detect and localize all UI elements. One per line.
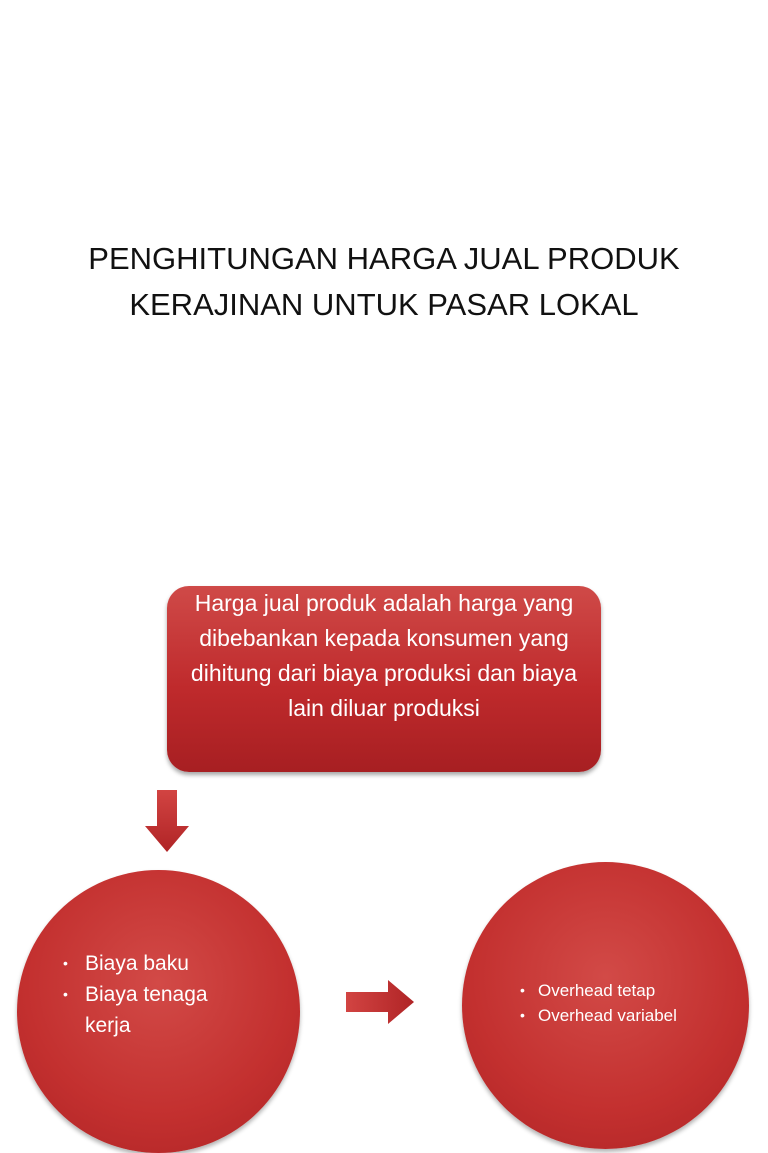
- list-item: • Biaya baku: [63, 948, 208, 979]
- title-line-2: KERAJINAN UNTUK PASAR LOKAL: [129, 287, 639, 322]
- overhead-circle: [462, 862, 749, 1149]
- definition-box: [167, 586, 601, 772]
- slide-title: [40, 236, 728, 328]
- bullet-icon: •: [520, 982, 525, 998]
- list-item: • Overhead tetap: [520, 978, 677, 1003]
- raw-cost-circle: [17, 870, 300, 1153]
- overhead-list: [520, 978, 677, 1028]
- bullet-icon: •: [63, 986, 68, 1002]
- raw-cost-list: [63, 948, 208, 1041]
- definition-text: Harga jual produk adalah harga yang dibebankan kepada konsumen yang dihitung dari biaya produksi dan biaya lain diluar produksi: [190, 590, 578, 721]
- title-line-1: PENGHITUNGAN HARGA JUAL PRODUK: [88, 241, 680, 276]
- list-item: kerja: [85, 1014, 131, 1037]
- down-arrow-icon: [144, 790, 190, 854]
- list-item: • Overhead variabel: [520, 1003, 677, 1028]
- list-item: • Biaya tenaga: [63, 979, 208, 1010]
- right-arrow-icon: [346, 980, 416, 1024]
- bullet-icon: •: [63, 955, 68, 971]
- bullet-icon: •: [520, 1007, 525, 1023]
